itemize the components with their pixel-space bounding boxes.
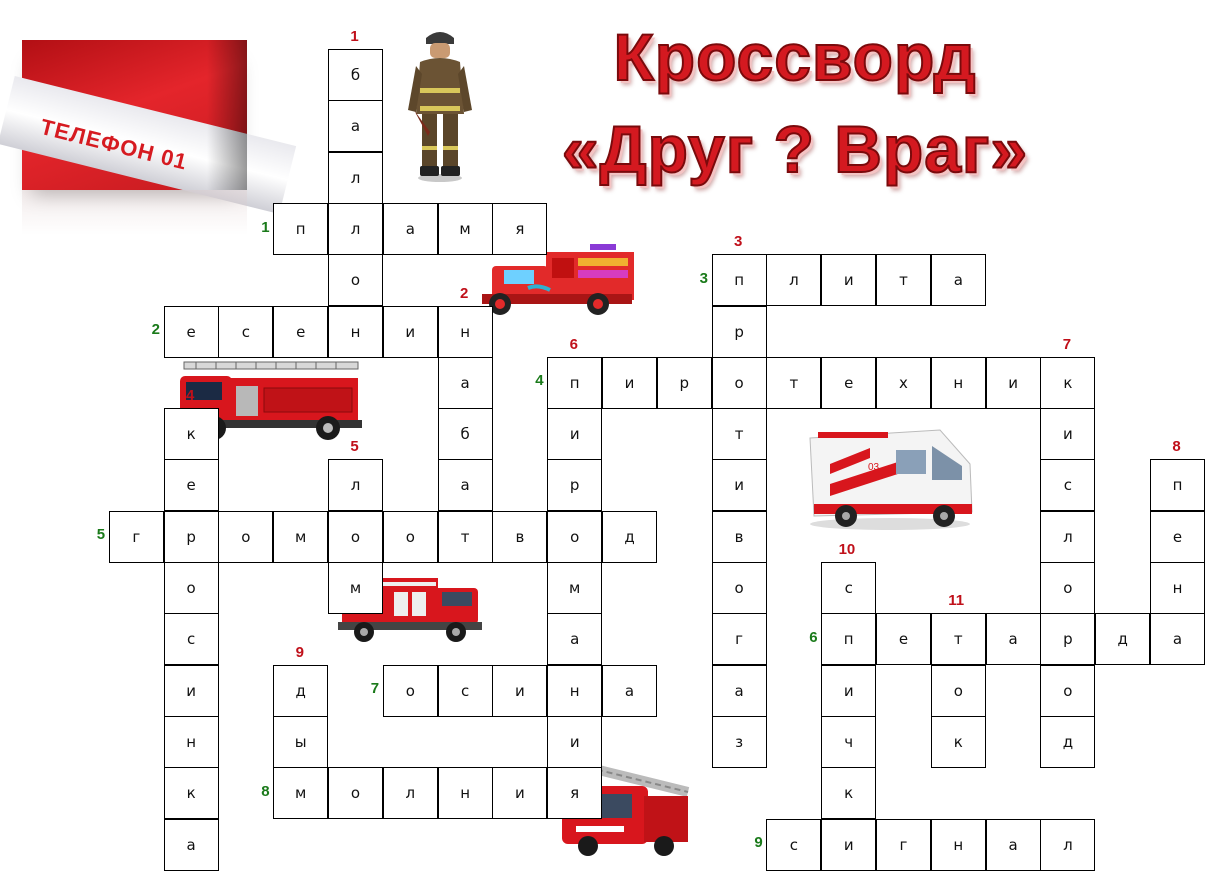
crossword-cell[interactable]: л	[766, 254, 821, 306]
crossword-cell[interactable]: м	[547, 562, 602, 614]
crossword-cell[interactable]: а	[602, 665, 657, 717]
crossword-cell[interactable]: м	[273, 767, 328, 819]
crossword-cell[interactable]: о	[383, 511, 438, 563]
crossword-cell[interactable]: р	[164, 511, 219, 563]
crossword-cell[interactable]: ы	[273, 716, 328, 768]
crossword-cell[interactable]: н	[931, 357, 986, 409]
down-clue-number: 3	[734, 233, 743, 251]
title-line-2: «Друг ? Враг»	[561, 112, 1029, 186]
down-clue-number: 5	[350, 438, 359, 456]
crossword-cell[interactable]: к	[164, 408, 219, 460]
crossword-cell[interactable]: е	[1150, 511, 1205, 563]
crossword-cell[interactable]: е	[821, 357, 876, 409]
across-clue-number: 2	[151, 321, 160, 339]
crossword-cell[interactable]: н	[931, 819, 986, 871]
down-clue-number: 2	[460, 284, 469, 302]
crossword-cell[interactable]: р	[547, 459, 602, 511]
crossword-cell[interactable]: к	[164, 767, 219, 819]
crossword-cell[interactable]: а	[986, 613, 1041, 665]
crossword-cell[interactable]: и	[712, 459, 767, 511]
crossword-cell[interactable]: р	[712, 306, 767, 358]
crossword-cell[interactable]: а	[931, 254, 986, 306]
crossword-cell[interactable]: е	[164, 459, 219, 511]
crossword-cell[interactable]: и	[164, 665, 219, 717]
crossword-cell[interactable]: н	[547, 665, 602, 717]
crossword-cell[interactable]: ч	[821, 716, 876, 768]
svg-text:03: 03	[868, 462, 880, 473]
crossword-cell[interactable]: т	[766, 357, 821, 409]
crossword-cell[interactable]: м	[328, 562, 383, 614]
crossword-cell[interactable]: а	[986, 819, 1041, 871]
crossword-cell[interactable]: а	[712, 665, 767, 717]
crossword-cell[interactable]: д	[602, 511, 657, 563]
crossword-cell[interactable]: о	[328, 767, 383, 819]
crossword-cell[interactable]: т	[876, 254, 931, 306]
crossword-cell[interactable]: о	[218, 511, 273, 563]
crossword-cell[interactable]: с	[438, 665, 493, 717]
down-clue-number: 10	[838, 541, 856, 558]
crossword-cell[interactable]: о	[328, 254, 383, 306]
crossword-cell[interactable]: т	[931, 613, 986, 665]
crossword-cell[interactable]: с	[164, 613, 219, 665]
crossword-cell[interactable]: г	[876, 819, 931, 871]
crossword-cell[interactable]: и	[547, 716, 602, 768]
crossword-cell[interactable]: и	[383, 306, 438, 358]
crossword-cell[interactable]: а	[383, 203, 438, 255]
crossword-cell[interactable]: в	[492, 511, 547, 563]
crossword-cell[interactable]: и	[821, 254, 876, 306]
crossword-cell[interactable]: и	[602, 357, 657, 409]
crossword-cell[interactable]: и	[1040, 408, 1095, 460]
across-clue-number: 9	[754, 834, 763, 852]
crossword-cell[interactable]: л	[328, 203, 383, 255]
crossword-cell[interactable]: е	[273, 306, 328, 358]
crossword-cell[interactable]: б	[438, 408, 493, 460]
crossword-cell[interactable]: а	[547, 613, 602, 665]
crossword-cell[interactable]: м	[273, 511, 328, 563]
crossword-cell[interactable]: а	[438, 459, 493, 511]
crossword-cell[interactable]: д	[1095, 613, 1150, 665]
down-clue-number: 4	[186, 387, 195, 405]
crossword-cell[interactable]: к	[931, 716, 986, 768]
banner-text: ТЕЛЕФОН 01	[37, 114, 191, 175]
crossword-cell[interactable]: о	[712, 357, 767, 409]
crossword-cell[interactable]: н	[1150, 562, 1205, 614]
crossword-cell[interactable]: с	[218, 306, 273, 358]
crossword-cell[interactable]: и	[821, 665, 876, 717]
crossword-cell[interactable]: р	[657, 357, 712, 409]
crossword-cell[interactable]: с	[1040, 459, 1095, 511]
crossword-cell[interactable]: и	[547, 408, 602, 460]
crossword-cell[interactable]: о	[1040, 562, 1095, 614]
down-clue-number: 6	[569, 335, 578, 353]
crossword-cell[interactable]: я	[547, 767, 602, 819]
crossword-cell[interactable]: л	[383, 767, 438, 819]
across-clue-number: 1	[261, 218, 270, 236]
across-clue-number: 3	[699, 269, 708, 287]
crossword-cell[interactable]: л	[1040, 819, 1095, 871]
crossword-cell[interactable]: и	[492, 767, 547, 819]
across-clue-number: 4	[535, 372, 544, 390]
down-clue-number: 1	[350, 28, 359, 45]
crossword-cell[interactable]: е	[164, 306, 219, 358]
crossword-cell[interactable]: н	[164, 716, 219, 768]
crossword-cell[interactable]: е	[876, 613, 931, 665]
crossword-cell[interactable]: л	[1040, 511, 1095, 563]
crossword-cell[interactable]: б	[328, 49, 383, 101]
crossword-cell[interactable]: и	[492, 665, 547, 717]
crossword-cell[interactable]: д	[273, 665, 328, 717]
crossword-cell[interactable]: я	[492, 203, 547, 255]
crossword-cell[interactable]: а	[438, 357, 493, 409]
down-clue-number: 8	[1172, 438, 1181, 456]
crossword-cell[interactable]: п	[821, 613, 876, 665]
crossword-cell[interactable]: а	[1150, 613, 1205, 665]
crossword-cell[interactable]: о	[547, 511, 602, 563]
down-clue-number: 9	[295, 643, 304, 661]
crossword-cell[interactable]: п	[712, 254, 767, 306]
crossword-cell[interactable]: л	[328, 152, 383, 204]
crossword-cell[interactable]: и	[821, 819, 876, 871]
across-clue-number: 7	[370, 680, 380, 698]
crossword-cell[interactable]: н	[438, 767, 493, 819]
crossword-cell[interactable]: с	[821, 562, 876, 614]
crossword-cell[interactable]: о	[1040, 665, 1095, 717]
crossword-cell[interactable]: о	[383, 665, 438, 717]
crossword-cell[interactable]: п	[273, 203, 328, 255]
crossword-cell[interactable]: х	[876, 357, 931, 409]
crossword-cell[interactable]: л	[328, 459, 383, 511]
down-clue-number: 11	[948, 592, 965, 610]
crossword-cell[interactable]: г	[109, 511, 164, 563]
crossword-cell[interactable]: о	[712, 562, 767, 614]
crossword-cell[interactable]: т	[438, 511, 493, 563]
crossword-cell[interactable]: о	[931, 665, 986, 717]
crossword-cell[interactable]: п	[547, 357, 602, 409]
crossword-cell[interactable]: н	[438, 306, 493, 358]
crossword-cell[interactable]: д	[1040, 716, 1095, 768]
crossword-cell[interactable]: н	[328, 306, 383, 358]
crossword-cell[interactable]: с	[766, 819, 821, 871]
down-clue-number: 7	[1062, 335, 1072, 353]
crossword-cell[interactable]: к	[1040, 357, 1095, 409]
crossword-cell[interactable]: в	[712, 511, 767, 563]
crossword-cell[interactable]: а	[328, 100, 383, 152]
crossword-cell[interactable]: и	[986, 357, 1041, 409]
crossword-cell[interactable]: а	[164, 819, 219, 871]
crossword-cell[interactable]: з	[712, 716, 767, 768]
crossword-cell[interactable]: м	[438, 203, 493, 255]
across-clue-number: 8	[261, 782, 270, 800]
crossword-cell[interactable]: о	[164, 562, 219, 614]
title-line-1: Кроссворд	[613, 20, 977, 94]
crossword-cell[interactable]: о	[328, 511, 383, 563]
crossword-cell[interactable]: к	[821, 767, 876, 819]
crossword-cell[interactable]: р	[1040, 613, 1095, 665]
across-clue-number: 5	[96, 526, 106, 544]
across-clue-number: 6	[809, 628, 818, 646]
crossword-cell[interactable]: т	[712, 408, 767, 460]
crossword-cell[interactable]: п	[1150, 459, 1205, 511]
crossword-cell[interactable]: г	[712, 613, 767, 665]
